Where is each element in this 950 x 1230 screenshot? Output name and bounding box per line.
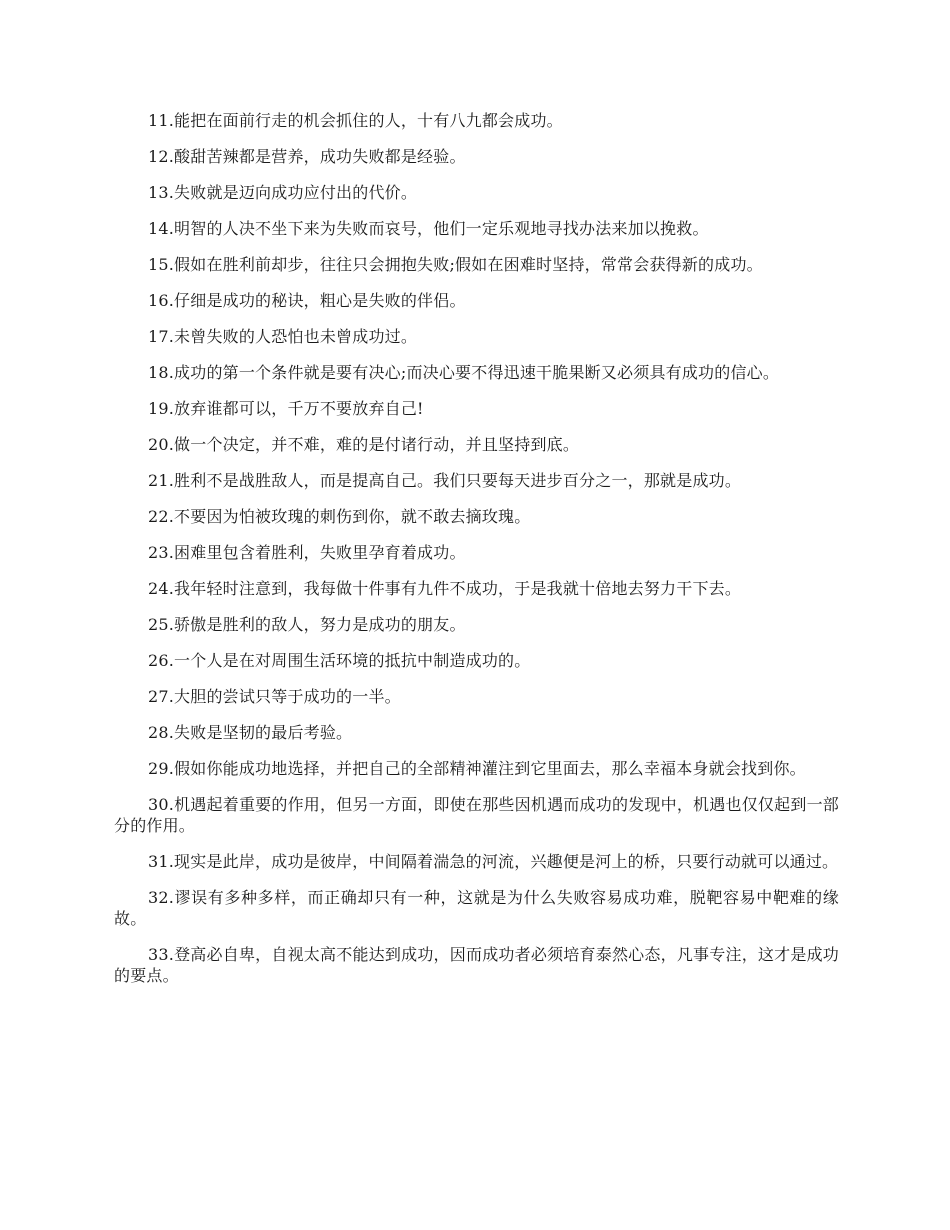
item-text: 胜利不是战胜敌人，而是提高自己。我们只要每天进步百分之一，那就是成功。 [174,471,742,490]
item-text: 登高必自卑，自视太高不能达到成功，因而成功者必须培育泰然心态，凡事专注，这才是成功的要点。 [114,945,839,985]
list-item [114,758,839,779]
item-number: 20. [148,435,175,454]
list-item [114,794,839,836]
item-number: 29. [148,759,175,778]
item-text: 失败就是迈向成功应付出的代价。 [174,183,418,202]
item-text: 未曾失败的人恐怕也未曾成功过。 [174,327,418,346]
item-text: 一个人是在对周围生活环境的抵抗中制造成功的。 [174,651,531,670]
item-text: 能把在面前行走的机会抓住的人，十有八九都会成功。 [174,111,563,130]
item-number: 21. [148,471,175,490]
item-text: 假如你能成功地选择，并把自己的全部精神灌注到它里面去，那么幸福本身就会找到你。 [174,759,806,778]
list-item [114,218,839,239]
item-text: 失败是坚韧的最后考验。 [174,723,353,742]
item-number: 22. [148,507,175,526]
list-item [114,326,839,347]
list-item [114,362,839,383]
list-item [114,887,839,929]
item-number: 24. [148,579,175,598]
item-text: 大胆的尝试只等于成功的一半。 [174,687,401,706]
item-number: 11. [148,111,175,130]
item-number: 27. [148,687,175,706]
item-number: 30. [148,795,175,814]
item-text: 我年轻时注意到，我每做十件事有九件不成功，于是我就十倍地去努力干下去。 [174,579,742,598]
item-number: 32. [148,888,175,907]
item-text: 仔细是成功的秘诀，粗心是失败的伴侣。 [174,291,466,310]
list-item [114,650,839,671]
list-item [114,254,839,275]
list-item [114,944,839,986]
list-item [114,146,839,167]
list-item [114,851,839,872]
list-item [114,110,839,131]
item-text: 机遇起着重要的作用，但另一方面，即使在那些因机遇而成功的发现中，机遇也仅仅起到一部分的作用。 [114,795,839,835]
item-number: 15. [148,255,175,274]
list-item [114,614,839,635]
item-text: 骄傲是胜利的敌人，努力是成功的朋友。 [174,615,466,634]
item-text: 困难里包含着胜利，失败里孕育着成功。 [174,543,466,562]
item-text: 酸甜苦辣都是营养，成功失败都是经验。 [174,147,466,166]
list-item [114,290,839,311]
list-item [114,182,839,203]
item-number: 19. [148,399,175,418]
item-number: 17. [148,327,175,346]
list-item [114,470,839,491]
document-page [114,110,839,1001]
item-number: 28. [148,723,175,742]
item-text: 明智的人决不坐下来为失败而哀号，他们一定乐观地寻找办法来加以挽救。 [174,219,709,238]
item-text: 谬误有多种多样，而正确却只有一种，这就是为什么失败容易成功难，脱靶容易中靶难的缘故。 [114,888,839,928]
list-item [114,542,839,563]
item-number: 13. [148,183,175,202]
list-item [114,578,839,599]
item-number: 33. [148,945,175,964]
item-text: 现实是此岸，成功是彼岸，中间隔着湍急的河流，兴趣便是河上的桥，只要行动就可以通过。 [174,852,839,871]
item-number: 25. [148,615,175,634]
item-number: 26. [148,651,175,670]
list-item [114,434,839,455]
item-number: 18. [148,363,175,382]
item-text: 做一个决定，并不难，难的是付诸行动，并且坚持到底。 [174,435,580,454]
item-number: 12. [148,147,175,166]
list-item [114,722,839,743]
item-number: 16. [148,291,175,310]
item-number: 14. [148,219,175,238]
item-text: 假如在胜利前却步，往往只会拥抱失败;假如在困难时坚持，常常会获得新的成功。 [174,255,763,274]
item-number: 31. [148,852,175,871]
item-text: 成功的第一个条件就是要有决心;而决心要不得迅速干脆果断又必须具有成功的信心。 [174,363,780,382]
item-text: 不要因为怕被玫瑰的刺伤到你，就不敢去摘玫瑰。 [174,507,531,526]
list-item [114,686,839,707]
item-text: 放弃谁都可以，千万不要放弃自己! [174,399,424,418]
item-number: 23. [148,543,175,562]
list-item [114,398,839,419]
list-item [114,506,839,527]
